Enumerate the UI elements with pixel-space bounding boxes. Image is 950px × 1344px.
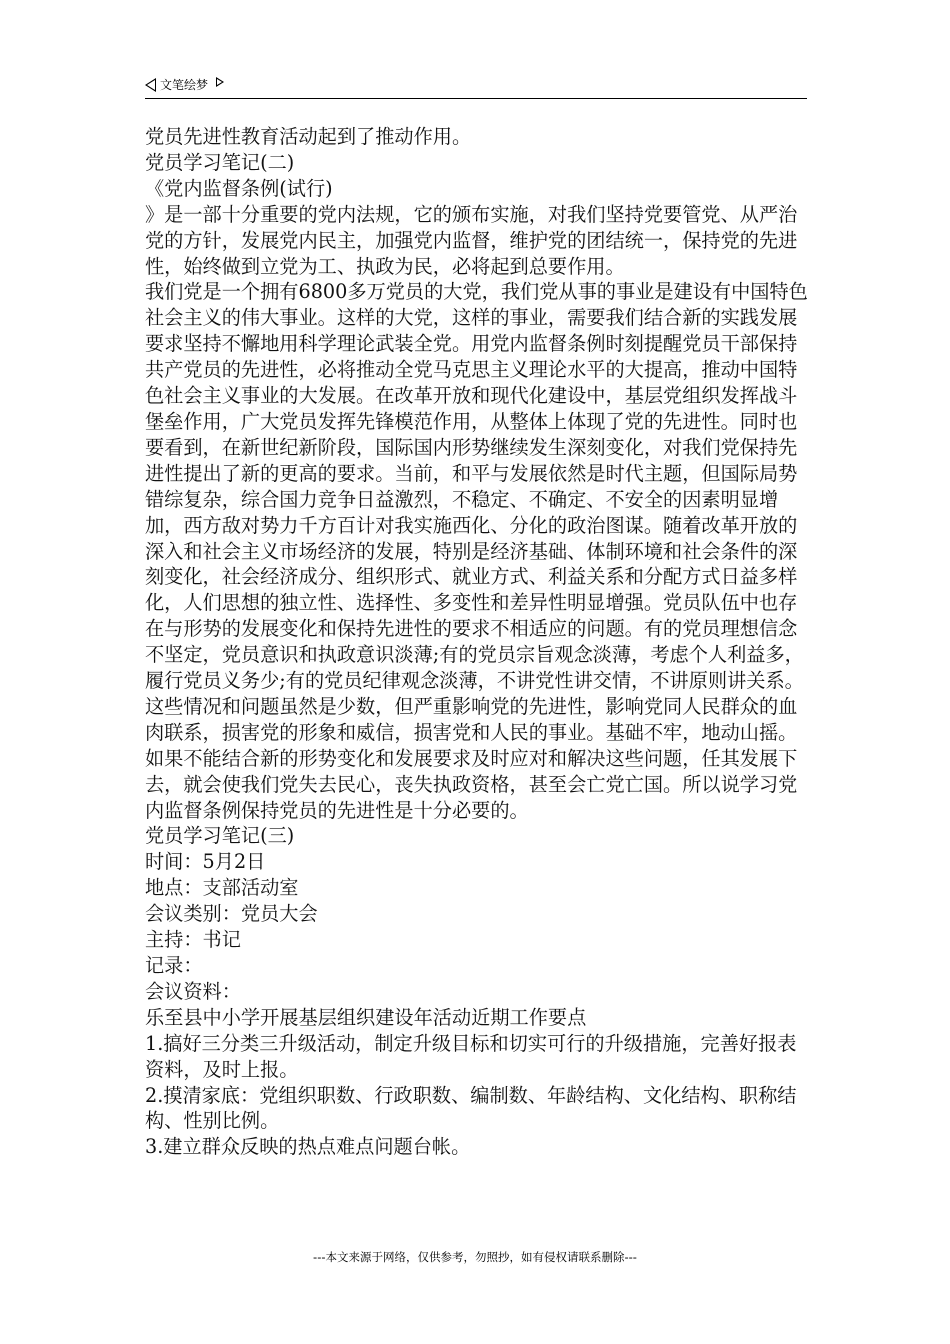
meeting-recorder: 记录： xyxy=(145,954,203,977)
list-item: 1.搞好三分类三升级活动，制定升级目标和切实可行的升级措施，完善好报表资料，及时上报。 xyxy=(145,1031,797,1081)
paragraph: 党员先进性教育活动起到了推动作用。 xyxy=(145,125,472,148)
brand xyxy=(145,76,224,93)
list-item: 2.摸清家底：党组织职数、行政职数、编制数、年龄结构、文化结构、职称结构、性别比例。 xyxy=(145,1083,797,1133)
page-header xyxy=(145,74,807,99)
paragraph: 》是一部十分重要的党内法规，它的颁布实施，对我们坚持党要管党、从严治党的方针，发展党内民主，加强党内监督，维护党的团结统一，保持党的先进性，始终做到立党为工、执政为民，必将起到总要作用。 xyxy=(145,202,798,278)
triangle-right-icon xyxy=(216,77,224,87)
meeting-materials: 会议资料： xyxy=(145,979,241,1003)
document-body xyxy=(145,124,809,1160)
paragraph: 乐至县中小学开展基层组织建设年活动近期工作要点 xyxy=(145,1005,587,1029)
paragraph: 我们党是一个拥有6800多万党员的大党，我们党从事的事业是建设有中国特色社会主义的伟大事业。这样的大党，这样的事业，需要我们结合新的实践发展要求坚持不懈地用科学理论武装全党。用党内监督条例时刻提醒党员干部保持共产党员的先进性，必将推动全党马克思主义理论水平的大提高，推动中国特色社会主义事业的大发展。在改革开放和现代化建设中，基层党组织发挥战斗堡垒作用，广大党员发挥先锋模范作用，从整体上体现了党的先进性。同时也要看到，在新世纪新阶段，国际国内形势继续发生深刻变化，对我们党保持先进性提出了新的更高的要求。当前，和平与发展依然是时代主题，但国际局势错综复杂，综合国力竞争日益激烈，不稳定、不确定、不安全的因素明显增加，西方敌对势力千方百计对我实施西化、分化的政治图谋。随着改革开放的深入和社会主义市场经济的发展，特别是经济基础、体制环境和社会条件的深刻变化，社会经济成分、组织形式、就业方式、利益关系和分配方式日益多样化，人们思想的独立性、选择性、多变性和差异性明显增强。党员队伍中也存在与形势的发展变化和保持先进性的要求不相适应的问题。有的党员理想信念不坚定，党员意识和执政意识淡薄;有的党员宗旨观念淡薄，考虑个人利益多，履行党员义务少;有的党员纪律观念淡薄，不讲党性讲交情，不讲原则讲关系。这些情况和问题虽然是少数，但严重影响党的先进性，影响党同人民群众的血肉联系，损害党的形象和威信，损害党和人民的事业。基础不牢，地动山摇。如果不能结合新的形势变化和发展要求及时应对和解决这些问题，任其发展下去，就会使我们党失去民心，丧失执政资格，甚至会亡党亡国。所以说学习党内监督条例保持党员的先进性是十分必要的。 xyxy=(145,280,808,822)
meeting-time: 时间：5月2日 xyxy=(145,850,266,874)
paragraph: 《党内监督条例(试行) xyxy=(145,176,333,200)
meeting-location: 地点：支部活动室 xyxy=(145,876,299,900)
section-heading: 党员学习笔记(三) xyxy=(145,824,295,848)
section-heading: 党员学习笔记(二) xyxy=(145,150,295,174)
list-item: 3.建立群众反映的热点难点问题台帐。 xyxy=(145,1135,471,1159)
triangle-left-icon xyxy=(145,78,156,92)
meeting-host: 主持：书记 xyxy=(145,928,241,952)
brand-label: 文笔绘梦 xyxy=(160,78,209,92)
meeting-type: 会议类别：党员大会 xyxy=(145,902,318,926)
page-footer: ---本文来源于网络，仅供参考，勿照抄，如有侵权请联系删除--- xyxy=(313,1250,637,1264)
